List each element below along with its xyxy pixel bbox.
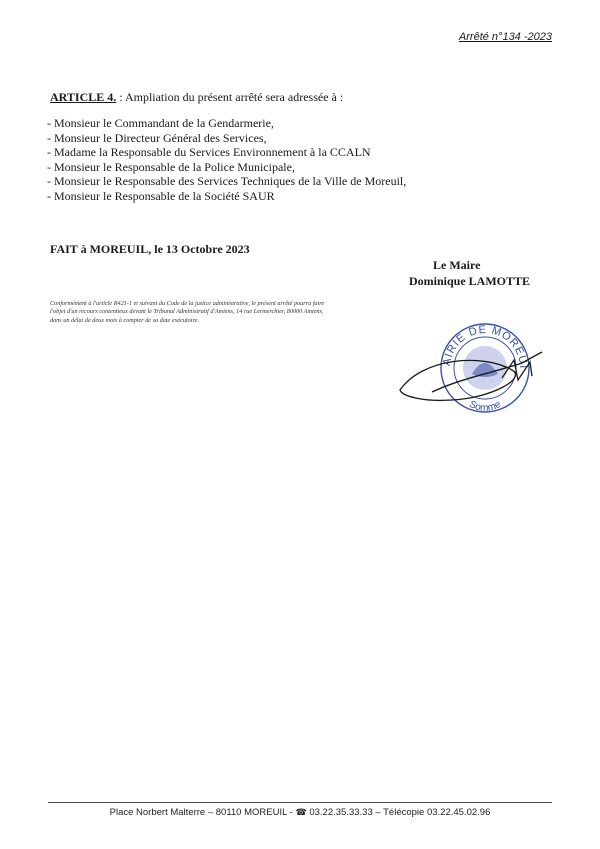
signatory-name: Dominique LAMOTTE [409, 274, 531, 288]
seal-bottom-text: Somme [467, 398, 503, 414]
list-item: - Monsieur le Directeur Général des Services, [47, 130, 267, 145]
seal-top-text: AIRIE DE MOREUI [440, 323, 530, 370]
list-item: - Monsieur le Responsable de la Société SAUR [47, 188, 275, 203]
list-item: - Monsieur le Responsable de la Police Municipale, [47, 159, 295, 174]
signatory-title: Le Maire [433, 258, 481, 272]
telephone-icon: ☎ [295, 807, 307, 817]
footer-divider [48, 802, 552, 803]
article-text: : Ampliation du présent arrêté sera adressée à : [116, 90, 344, 104]
mayor-stamp-signature [392, 318, 552, 418]
footer-address: Place Norbert Malterre – 80110 MOREUIL - [109, 807, 296, 818]
article-label: ARTICLE 4. [50, 90, 117, 104]
place-date: FAIT à MOREUIL, le 13 Octobre 2023 [50, 242, 250, 256]
svg-text:MAIRIE DE MOREUIL [392, 318, 529, 369]
svg-text:Somme [467, 399, 503, 414]
list-item: - Monsieur le Commandant de la Gendarmerie, [47, 116, 274, 130]
decree-reference: Arrêté n°134 -2023 [458, 31, 552, 43]
list-item: - Monsieur le Responsable des Services Techniques de la Ville de Moreuil, [47, 174, 407, 189]
article-heading [50, 90, 343, 105]
recipient-list [47, 116, 406, 204]
official-seal-icon [392, 318, 552, 418]
footer-phone-fax: 03.22.35.33.33 – Télécopie 03.22.45.02.96 [306, 807, 491, 818]
legal-notice: Conformément à l'article R421-1 et suivant du Code de la justice administrative, le présent arrêté pourra faire l'objet d'un recours contentieux devant le Tribunal Administratif d'Amiens, 14 rue Lermerchier, 80000 Amiens, dans un délai de deux mois à compter de sa date exécutoire. [50, 300, 325, 324]
footer-contact [0, 807, 600, 818]
list-item: - Madame la Responsable du Services Environnement à la CCALN [47, 145, 371, 160]
